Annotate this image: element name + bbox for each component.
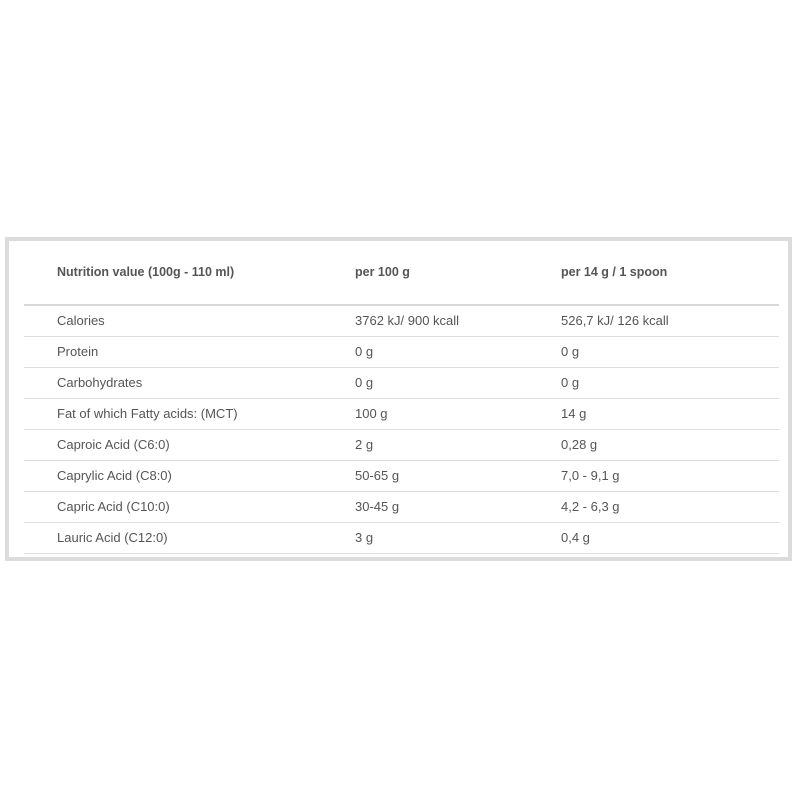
row-value-per-spoon: 0,4 g	[561, 530, 590, 545]
header-nutrition-value: Nutrition value (100g - 110 ml)	[57, 265, 235, 279]
row-label: Caprylic Acid (C8:0)	[57, 468, 172, 483]
row-label: Fat of which Fatty acids: (MCT)	[57, 406, 238, 421]
table-row	[24, 399, 779, 430]
row-value-per-spoon: 7,0 - 9,1 g	[561, 468, 620, 483]
table-row	[24, 461, 779, 492]
row-value-per-spoon: 0 g	[561, 375, 580, 390]
row-label: Lauric Acid (C12:0)	[57, 530, 168, 545]
row-value-per-100g: 30-45 g	[355, 499, 400, 514]
row-label: Capric Acid (C10:0)	[57, 499, 170, 514]
header-per-spoon: per 14 g / 1 spoon	[561, 265, 668, 279]
header-per-100g: per 100 g	[355, 265, 410, 279]
table-row	[24, 523, 779, 554]
nutrition-panel	[5, 237, 792, 561]
row-value-per-spoon: 526,7 kJ/ 126 kcall	[561, 313, 669, 328]
row-value-per-100g: 3762 kJ/ 900 kcall	[355, 313, 460, 328]
nutrition-table	[24, 241, 779, 554]
row-value-per-spoon: 4,2 - 6,3 g	[561, 499, 620, 514]
table-header-row	[24, 241, 779, 306]
table-row	[24, 430, 779, 461]
row-value-per-100g: 2 g	[355, 437, 374, 452]
row-value-per-100g: 50-65 g	[355, 468, 400, 483]
row-label: Calories	[57, 313, 105, 328]
row-value-per-spoon: 14 g	[561, 406, 587, 421]
row-label: Protein	[57, 344, 99, 359]
table-row	[24, 492, 779, 523]
table-row	[24, 306, 779, 337]
row-value-per-spoon: 0 g	[561, 344, 580, 359]
table-row	[24, 337, 779, 368]
row-value-per-100g: 100 g	[355, 406, 388, 421]
row-label: Carbohydrates	[57, 375, 143, 390]
row-value-per-100g: 0 g	[355, 344, 374, 359]
table-row	[24, 368, 779, 399]
row-value-per-100g: 0 g	[355, 375, 374, 390]
row-label: Caproic Acid (C6:0)	[57, 437, 170, 452]
row-value-per-100g: 3 g	[355, 530, 374, 545]
row-value-per-spoon: 0,28 g	[561, 437, 598, 452]
